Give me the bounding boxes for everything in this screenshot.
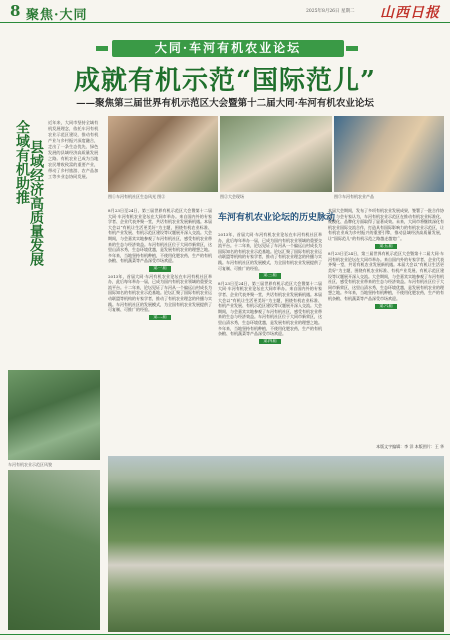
article-col1-text: 8月23日至24日，第三届世界有机示范区大会暨第十二届大同·车河有机农业论坛在大同市举办。来自国内外的专家学者、企业代表齐聚一堂，共话有机农业发展新机遇。本届大会以“有机让生活更美好”为主题，围绕有机农业标准、有机产业发展、有机示范区建设等议题展开深入交流。大会期间，与会嘉宾实地参观了车河有机社区，感受有机农业带来的生态与经济效益。车河有机社区位于大同市新荣区，这里山清水秀，生态环境优越，是发展有机农业的理想之地。多年来，当地坚持有机种植，不使用化肥农药，生产的有机杂粮、有机蔬菜等产品深受市场欢迎。 [108,208,212,264]
page-number: 8 [10,2,21,20]
banner-ornament-left [96,46,108,51]
left-bottom-photo [8,470,100,630]
edition-tag: 第三届 [259,273,281,279]
bottom-rule [0,634,450,635]
photo-1 [108,116,218,192]
edition-tag: 第五届 [375,244,397,250]
left-column-photo [8,370,100,460]
article-col3-text-cont: 8月23日至24日，第三届世界有机示范区大会暨第十二届大同·车河有机农业论坛在大同市举办。来自国内外的专家学者、企业代表齐聚一堂，共话有机农业发展新机遇。本届大会以“有机让生活更美好”为主题，围绕有机农业标准、有机产业发展、有机示范区建设等议题展开深入交流。大会期间，与会嘉宾实地参观了车河有机社区，感受有机农业带来的生态与经济效益。车河有机社区位于大同市新荣区，这里山清水秀，生态环境优越，是发展有机农业的理想之地。多年来，当地坚持有机种植，不使用化肥农药，生产的有机杂粮、有机蔬菜等产品深受市场欢迎。 [328,251,444,301]
section-name: 聚焦·大同 [26,8,88,23]
dateline: 2025年8月26日 星期二 [306,9,355,14]
article-col1-text-cont: 2013年，首届大同·车河有机农业论坛在车河有机社区举办，此后每年举办一届，已成为国内有机农业领域的重要交流平台。十二年来，论坛见证了车河从一个偏远山村成长为国际知名的有机农业示范基地。论坛汇聚了国际有机农业运动联盟等机构的专家学者，推动了有机农业理念的传播与实践。车河有机社区的发展模式，为全国有机农业发展提供了可复制、可推广的经验。 [108,273,212,313]
article-column-2 [218,232,322,422]
forum-banner-text: 大同·车河有机农业论坛 [154,41,302,55]
article-column-1 [108,208,212,448]
left-column-title-b: 县域经济高质量发展 [28,140,44,266]
article-title: 车河有机农业论坛的历史脉动 [218,213,336,223]
photo-1-caption: 图①车河有机社区生态风光 图② [108,194,166,199]
landscape-photo [108,456,444,632]
editor-credits: 本版文字编辑：李 洋 本版图片：王 华 [376,444,444,449]
left-column-text: 近年来，大同市坚持全域有机发展理念，依托车河有机农业示范区建设，推动有机产业与乡村振兴深度融合，走出了一条生态优先、绿色发展的县域经济高质量发展之路。有机农业已成为当地农民增收致富的重要产业，带动了乡村旅游、农产品加工等多业态协同发展。 [48,120,99,179]
photo-3-caption: 图③车河有机农业产品 [334,194,374,199]
article-col3-text: 本届大会期间，发布了多项有机农业发展成果，签署了一批合作协议。与会专家认为，车河有机农业示范区在推动有机农业标准化、规模化、品牌化方面取得了显著成效。未来，大同市将继续深化有机农业国际交流合作，打造具有国际影响力的有机农业示范区，让有机农业成为乡村振兴的重要引擎，推动县域经济高质量发展，让“国际范儿”的有机示范之路越走越宽广。 [328,208,444,241]
edition-tag: 第六届 [375,304,397,310]
edition-tag: 第四届 [259,339,281,345]
photo-2 [220,116,332,192]
headline: 成就有机示范“国际范儿” [74,66,376,96]
edition-tag: 第二届 [149,315,171,321]
article-col2-text-cont: 8月23日至24日，第三届世界有机示范区大会暨第十二届大同·车河有机农业论坛在大同市举办。来自国内外的专家学者、企业代表齐聚一堂，共话有机农业发展新机遇。本届大会以“有机让生活更美好”为主题，围绕有机农业标准、有机产业发展、有机示范区建设等议题展开深入交流。大会期间，与会嘉宾实地参观了车河有机社区，感受有机农业带来的生态与经济效益。车河有机社区位于大同市新荣区，这里山清水秀，生态环境优越，是发展有机农业的理想之地。多年来，当地坚持有机种植，不使用化肥农药，生产的有机杂粮、有机蔬菜等产品深受市场欢迎。 [218,280,322,337]
left-column-title-a: 全域有机助推 [14,120,30,204]
article-col2-text: 2013年，首届大同·车河有机农业论坛在车河有机社区举办，此后每年举办一届，已成为国内有机农业领域的重要交流平台。十二年来，论坛见证了车河从一个偏远山村成长为国际知名的有机农业示范基地。论坛汇聚了国际有机农业运动联盟等机构的专家学者，推动了有机农业理念的传播与实践。车河有机社区的发展模式，为全国有机农业发展提供了可复制、可推广的经验。 [218,232,322,271]
banner-ornament-right [346,46,358,51]
photo-2-caption: 图②大会现场 [220,194,244,199]
left-photo-caption: 车河有机农业示范区风貌 [8,462,52,467]
masthead-logo: 山西日报 [380,5,440,21]
subheadline: ——聚焦第三届世界有机示范区大会暨第十二届大同·车河有机农业论坛 [76,98,374,109]
article-column-3 [328,208,444,448]
photo-3 [334,116,444,192]
edition-tag: 第一届 [149,266,171,272]
